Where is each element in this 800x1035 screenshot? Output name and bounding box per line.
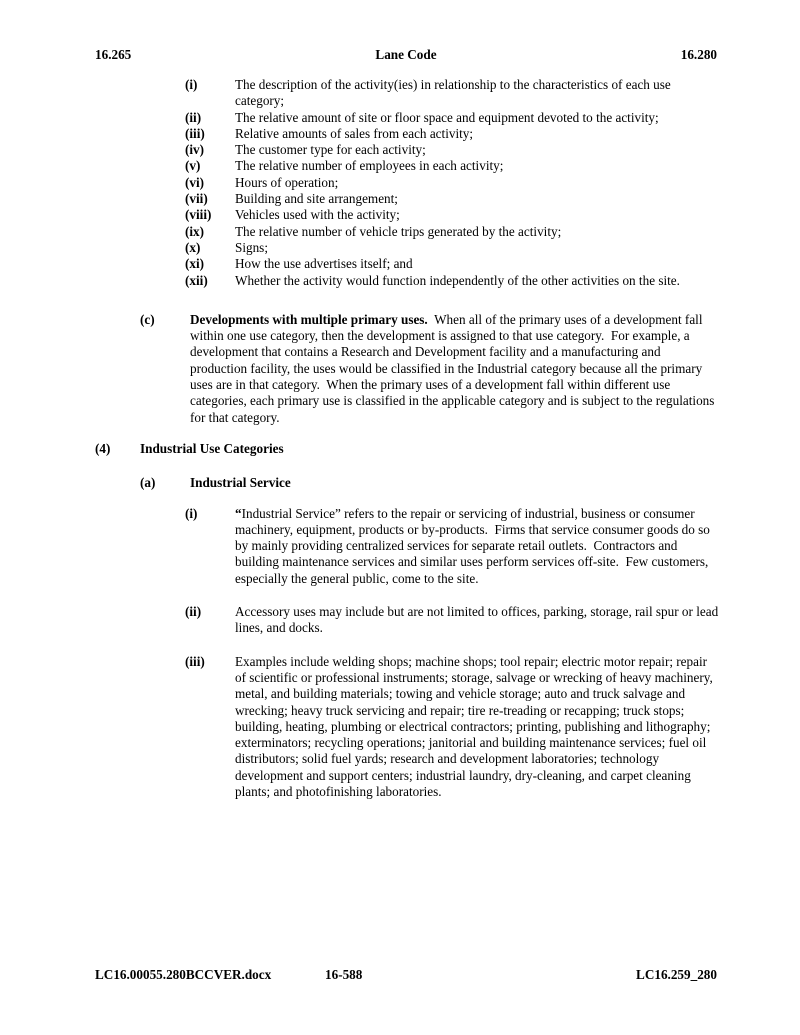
list-item [185,256,720,272]
list-item-label: (iv) [185,142,205,158]
sub-item-text: Accessory uses may include but are not limited to offices, parking, storage, rail spur or lead lines, and docks. [235,604,722,636]
list-item-label: (xii) [185,272,208,288]
list-item-text: How the use advertises itself; and [235,256,413,272]
list-item-text: The relative amount of site or floor space and equipment devoted to the activity; [235,109,659,125]
list-item-text: The relative number of employees in each activity; [235,158,504,174]
sub-item-text: Examples include welding shops; machine shops; tool repair; electric motor repair; repair of scientific or professional instruments; storage, salvage or wrecking of heavy machinery, metal, and building materials; towing and vehicle storage; auto and truck salvage and wrecking; heavy truck servicing and repair; tire re-treading or recapping; truck stops; building, heating, plumbing or electrical contractors; printing, publishing and lithography; exterminators; recycling operations; janitorial and building maintenance services; fuel oil distributors; solid fuel yards; research and development laboratories; technology development and support centers; industrial laundry, dry-cleaning, and carpet cleaning plants; and photofinishing laboratories. [235,653,717,799]
list-item [185,110,720,126]
sub-item-label: (i) [185,505,198,521]
list-item [185,77,720,110]
header-code-left: 16.265 [95,47,132,62]
list-item [185,273,720,289]
list-item-text: Vehicles used with the activity; [235,207,400,223]
section-4-title: Industrial Use Categories [140,440,284,456]
list-item [185,175,720,191]
list-item-label: (vi) [185,174,205,190]
header-code-right: 16.280 [680,47,717,62]
list-item-label: (viii) [185,207,212,223]
list-item-text: Building and site arrangement; [235,191,398,207]
list-item-label: (v) [185,158,201,174]
list-item-label: (xi) [185,256,205,272]
section-4a-label: (a) [140,475,156,491]
list-item-text: Signs; [235,239,268,255]
section-c [140,312,717,426]
footer-page-number: 16-588 [325,967,363,982]
list-item [185,191,720,207]
header-title: Lane Code [375,47,437,62]
industrial-service-item [185,654,720,801]
sub-item-text [235,506,720,587]
list-item [185,207,720,223]
list-item [185,126,720,142]
list-item [185,240,720,256]
section-4a-heading [140,475,717,491]
list-item [185,158,720,174]
footer-doc-ref: LC16.259_280 [636,967,717,982]
list-item-label: (iii) [185,125,205,141]
list-item-text: The description of the activity(ies) in relationship to the characteristics of each use category; [235,77,675,109]
section-c-title: Developments with multiple primary uses. [190,311,428,327]
list-item-label: (ii) [185,109,202,125]
list-item-text: The customer type for each activity; [235,142,426,158]
sub-item-label: (ii) [185,604,202,620]
list-item-label: (i) [185,77,198,92]
list-item [185,224,720,240]
list-item [185,142,720,158]
section-4a-title: Industrial Service [190,475,291,491]
section-4-label: (4) [95,440,111,456]
industrial-service-item [185,506,720,587]
sub-item-label: (iii) [185,653,205,669]
industrial-service-item [185,604,720,637]
section-c-label: (c) [140,311,155,327]
list-item-text: The relative number of vehicle trips generated by the activity; [235,223,562,239]
list-item-label: (ix) [185,223,205,239]
list-item-label: (x) [185,239,201,255]
section-4-heading [95,441,717,457]
list-item-text: Hours of operation; [235,174,339,190]
sub-item-body: Industrial Service” refers to the repair or servicing of industrial, business or consumer machinery, equipment, products or by-products. Firms that service consumer goods do so by mainly providing centralized services for separate retail outlets. Contractors and building maintenance services and similar uses perform services off-site. Few customers, especially the general public, come to the site. [235,505,714,586]
list-item-text: Whether the activity would function independently of the other activities on the site. [235,272,680,288]
section-c-body: When all of the primary uses of a development fall within one use category, then the development is assigned to that use category. For example, a development that contains a Research and Development facility and a manufacturing and production facility, the uses would be classified in the Industrial category because all the primary uses are in that category. When the primary uses of a development fall within different use categories, each primary use is classified in the applicable category and is subject to the regulations for that category. [190,311,718,425]
bold-open-quote: “ [235,505,242,521]
list-item-text: Relative amounts of sales from each activity; [235,125,474,141]
section-c-text [190,312,717,426]
footer-filename: LC16.00055.280BCCVER.docx [95,967,272,982]
list-item-label: (vii) [185,191,208,207]
